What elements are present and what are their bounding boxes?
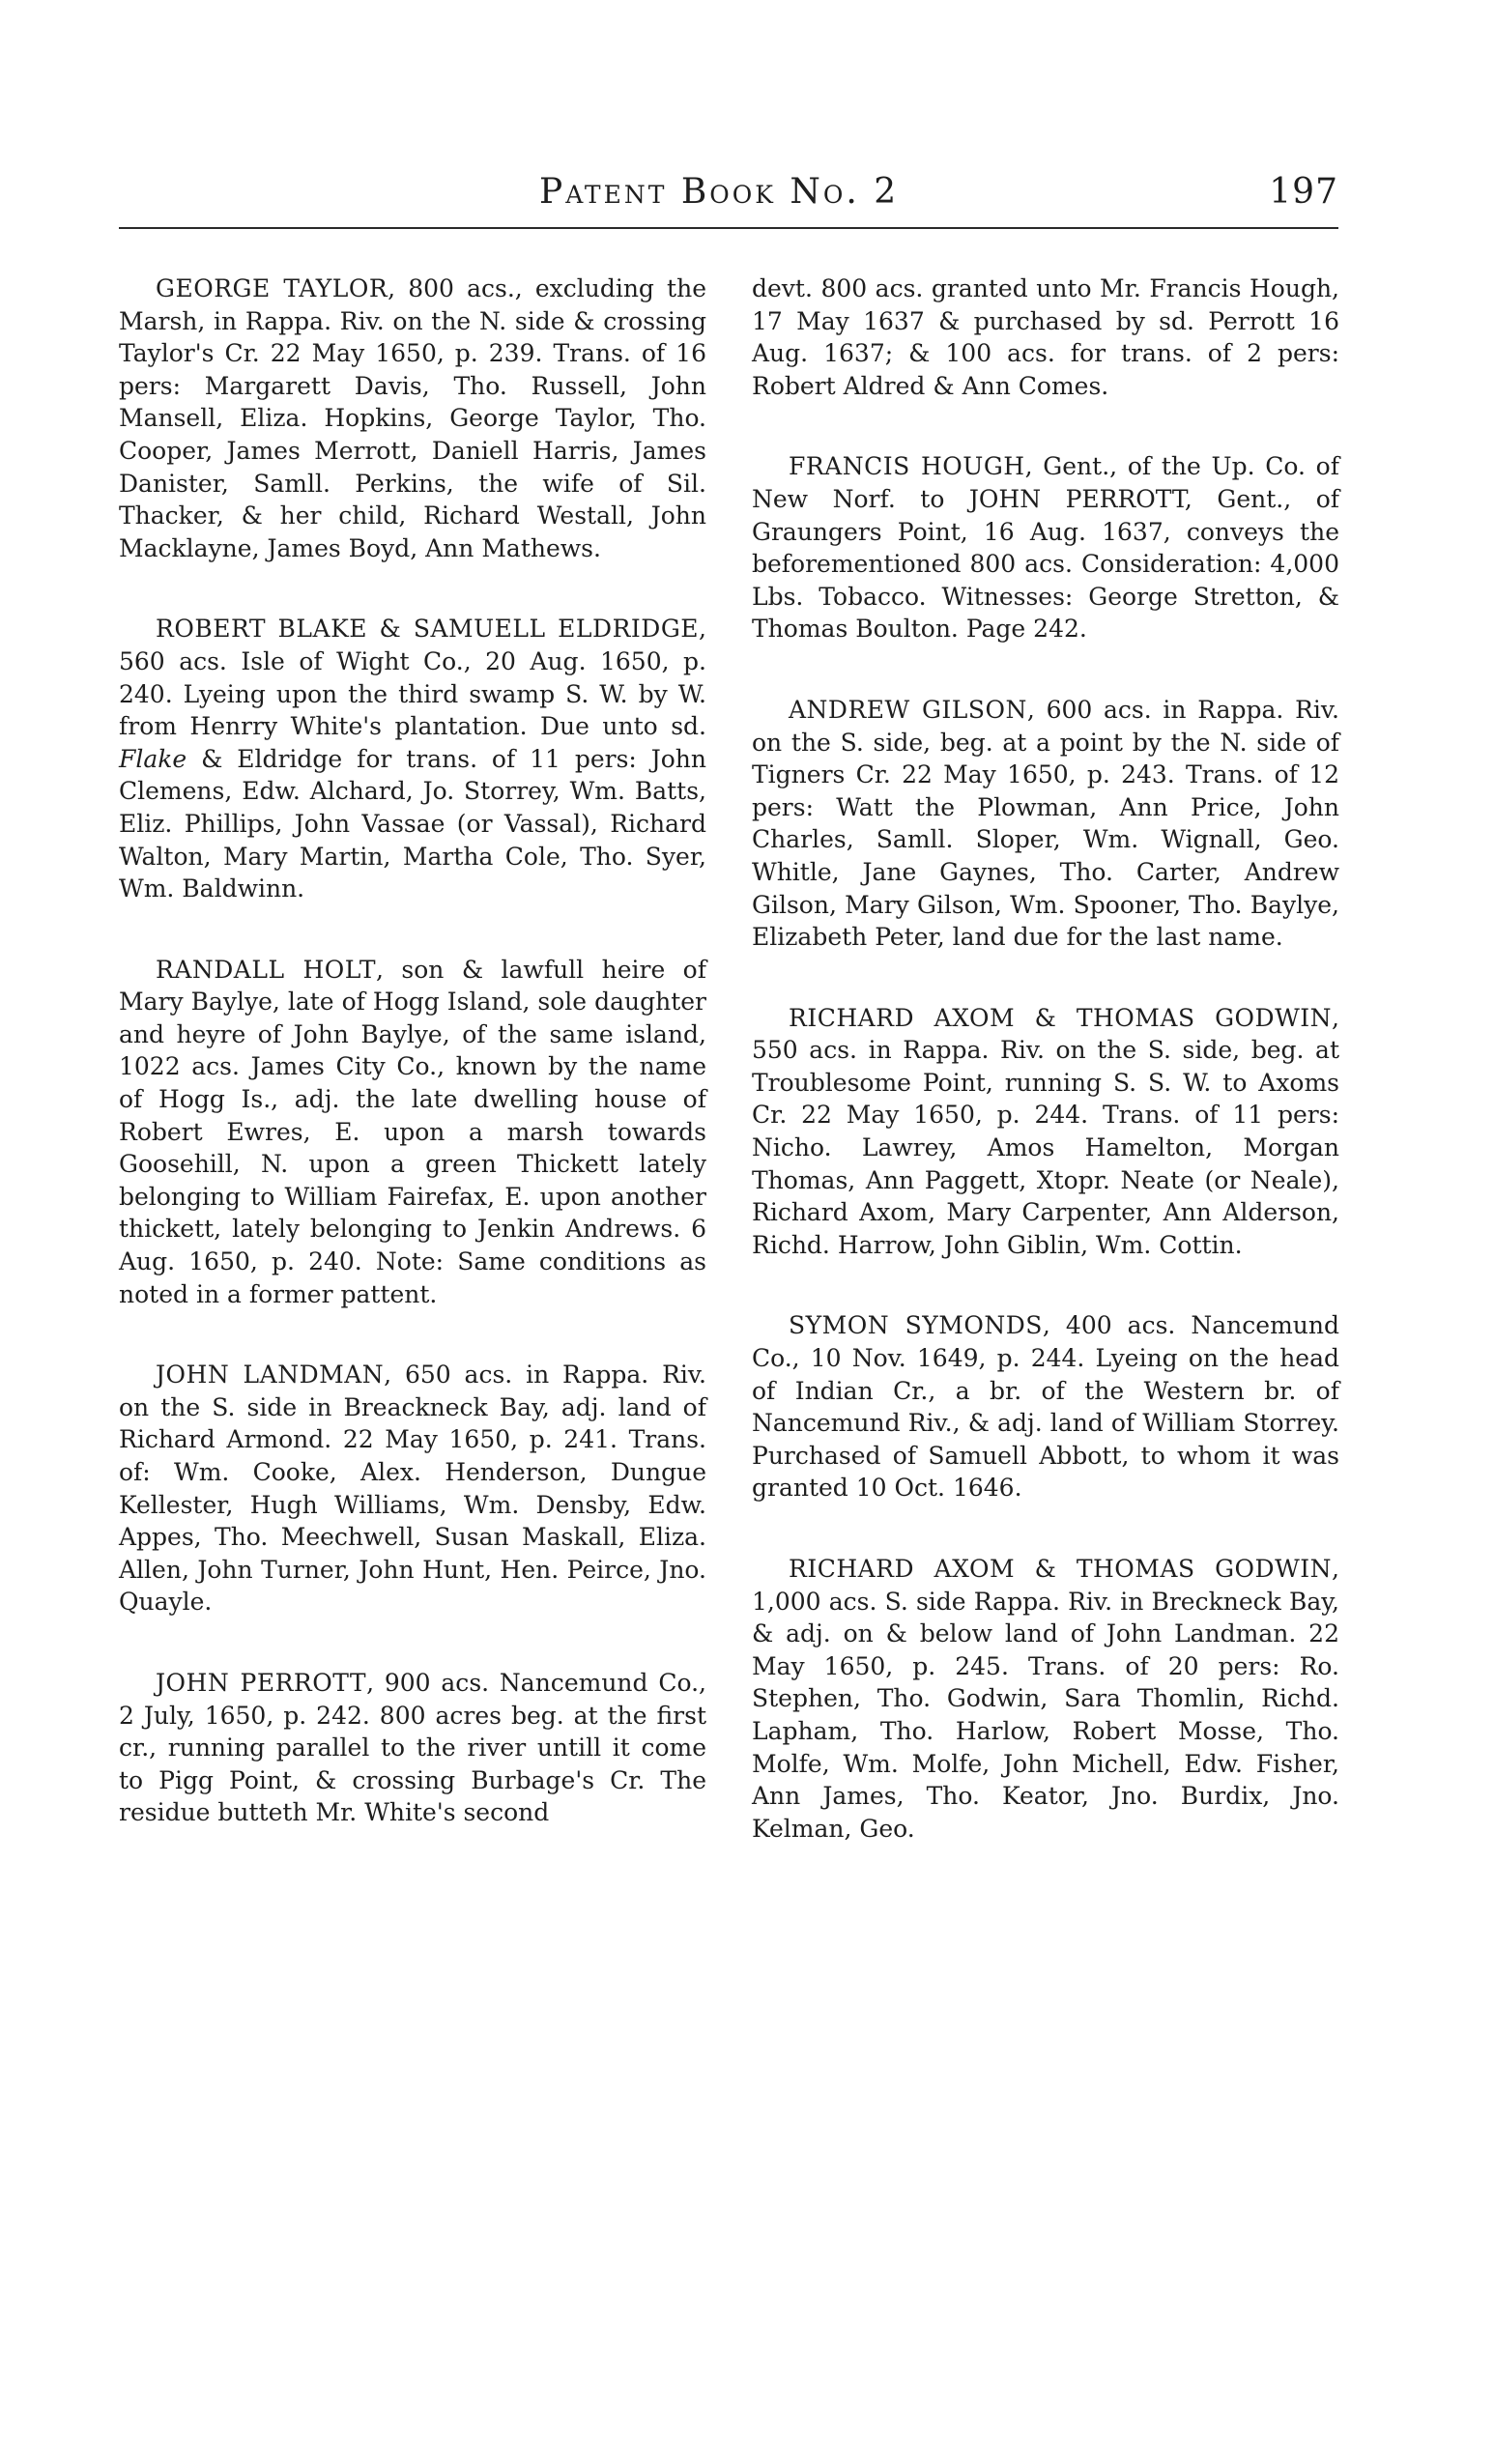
patent-entry (119, 272, 706, 564)
grantee-name: ANDREW GILSON (789, 695, 1027, 724)
entry-text: , Gent., of the Up. Co. of New Norf. to JOHN PERROTT, Gent., of Graungers Point, 16 Aug. 1637, conveys the beforementioned 800 acs. Consideration: 4,000 Lbs. Tobacco. Witnesses: George Stretton, & Thomas Boulton. Page 242. (752, 452, 1339, 644)
running-title: Patent Book No. 2 (539, 172, 900, 212)
entry-text: , 1,000 acs. S. side Rappa. Riv. in Breckneck Bay, & adj. on & below land of John Landman. 22 May 1650, p. 245. Trans. of 20 pers: Ro. Stephen, Tho. Godwin, Sara Thomlin, Richd. Lapham, Tho. Harlow, Robert Mosse, Tho. Molfe, Wm. Molfe, John Michell, Edw. Fisher, Ann James, Tho. Keator, Jno. Burdix, Jno. Kelman, Geo. (752, 1555, 1339, 1843)
italic-name: Flake (119, 744, 187, 773)
patent-entry (119, 1359, 706, 1619)
entry-text: , 600 acs. in Rappa. Riv. on the S. side, beg. at a point by the N. side of Tigners Cr. 22 May 1650, p. 243. Trans. of 12 pers: Watt the Plowman, Ann Price, John Charles, Samll. Sloper, Wm. Wignall, Geo. Whitle, Jane Gaynes, Tho. Carter, Andrew Gilson, Mary Gilson, Wm. Spooner, Tho. Baylye, Elizabeth Peter, land due for the last name. (752, 695, 1339, 952)
patent-entry (752, 1553, 1339, 1845)
page-number: 197 (1269, 172, 1338, 212)
entry-text: , 900 acs. Nancemund Co., 2 July, 1650, p. 242. 800 acres beg. at the first cr., running parallel to the river untill it come to Pigg Point, & crossing Burbage's Cr. The residue butteth Mr. White's second (119, 1668, 706, 1827)
patent-entry (752, 450, 1339, 645)
patent-entry (119, 1667, 706, 1829)
grantee-name: FRANCIS HOUGH (789, 452, 1025, 481)
header-rule (119, 227, 1338, 229)
patent-entry (119, 954, 706, 1311)
left-column (119, 272, 706, 1877)
running-head (119, 168, 1338, 216)
grantee-name: JOHN PERROTT (156, 1668, 367, 1697)
entry-text: , 400 acs. Nancemund Co., 10 Nov. 1649, p. 244. Lyeing on the head of Indian Cr., a br. of the Western br. of Nancemund Riv., & adj. land of William Storrey. Purchased of Samuell Abbott, to whom it was granted 10 Oct. 1646. (752, 1311, 1339, 1503)
patent-entry (119, 613, 706, 904)
right-column (752, 272, 1339, 1893)
grantee-name: RICHARD AXOM & THOMAS GODWIN (789, 1003, 1333, 1032)
grantee-name: SYMON SYMONDS (789, 1311, 1043, 1340)
entry-text: , 800 acs., excluding the Marsh, in Rappa. Riv. on the N. side & crossing Taylor's Cr. 22 May 1650, p. 239. Trans. of 16 pers: Margarett Davis, Tho. Russell, John Mansell, Eliza. Hopkins, George Taylor, Tho. Cooper, James Merrott, Daniell Harris, James Danister, Samll. Perkins, the wife of Sil. Thacker, & her child, Richard Westall, John Macklayne, James Boyd, Ann Mathews. (119, 274, 707, 562)
entry-text: , son & lawfull heire of Mary Baylye, late of Hogg Island, sole daughter and heyre of John Baylye, of the same island, 1022 acs. James City Co., known by the name of Hogg Is., adj. the late dwelling house of Robert Ewres, E. upon a marsh towards Goosehill, N. upon a green Thickett lately belonging to William Fairefax, E. upon another thickett, lately belonging to Jenkin Andrews. 6 Aug. 1650, p. 240. Note: Same conditions as noted in a former pattent. (119, 955, 706, 1308)
grantee-name: ROBERT BLAKE & SAMUELL ELDRIDGE (156, 615, 700, 644)
entry-text: , 560 acs. Isle of Wight Co., 20 Aug. 1650, p. 240. Lyeing upon the third swamp S. W. by W. from Henrry White's plantation. Due unto sd. (119, 615, 706, 741)
grantee-name: JOHN LANDMAN (156, 1361, 385, 1390)
grantee-name: RICHARD AXOM & THOMAS GODWIN (789, 1555, 1333, 1583)
entry-text: & Eldridge for trans. of 11 pers: John Clemens, Edw. Alchard, Jo. Storrey, Wm. Batts, Eliz. Phillips, John Vassae (or Vassal), Richard Walton, Mary Martin, Martha Cole, Tho. Syer, Wm. Baldwinn. (119, 744, 706, 903)
continued-entry-text: devt. 800 acs. granted unto Mr. Francis Hough, 17 May 1637 & purchased by sd. Perrott 16 Aug. 1637; & 100 acs. for trans. of 2 pers: Robert Aldred & Ann Comes. (752, 274, 1339, 400)
patent-entry (752, 1002, 1339, 1262)
entry-text: , 650 acs. in Rappa. Riv. on the S. side in Breackneck Bay, adj. land of Richard Armond. 22 May 1650, p. 241. Trans. of: Wm. Cooke, Alex. Henderson, Dungue Kellester, Hugh Williams, Wm. Densby, Edw. Appes, Tho. Meechwell, Susan Maskall, Eliza. Allen, John Turner, John Hunt, Hen. Peirce, Jno. Quayle. (119, 1361, 707, 1617)
patent-entry (752, 694, 1339, 954)
grantee-name: RANDALL HOLT (156, 955, 377, 984)
entry-text: , 550 acs. in Rappa. Riv. on the S. side, beg. at Troublesome Point, running S. S. W. to Axoms Cr. 22 May 1650, p. 244. Trans. of 11 pers: Nicho. Lawrey, Amos Hamelton, Morgan Thomas, Ann Paggett, Xtopr. Neate (or Neale), Richard Axom, Mary Carpenter, Ann Alderson, Richd. Harrow, John Giblin, Wm. Cottin. (752, 1003, 1339, 1259)
patent-entry (752, 1309, 1339, 1504)
grantee-name: GEORGE TAYLOR (156, 274, 388, 302)
